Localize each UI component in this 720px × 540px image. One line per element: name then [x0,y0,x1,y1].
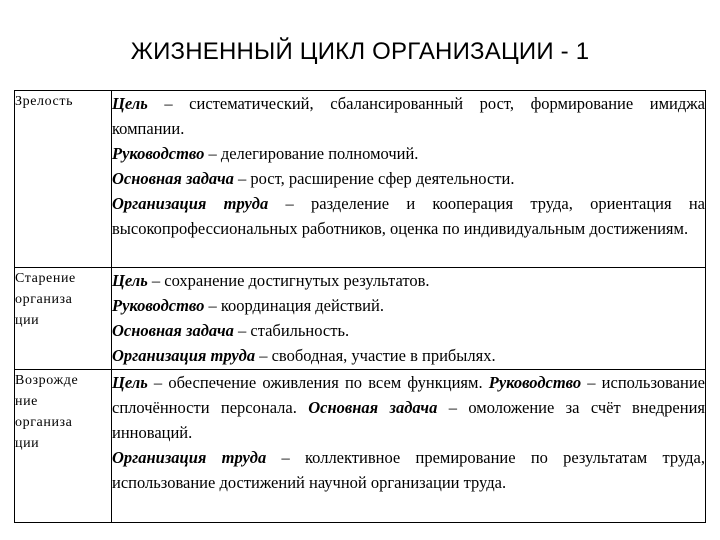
description-paragraph [112,191,705,241]
stage-cell [15,91,112,268]
description-cell [112,268,706,370]
stage-cell [15,268,112,370]
aspect-text: – стабильность. [233,321,350,340]
aspect-text: – сохранение достигнутых результатов. [147,271,430,290]
stage-name-line: Зрелость [15,94,74,109]
description-paragraph [112,166,705,191]
description-paragraph [112,141,705,166]
aspect-text: – разделение и кооперация труда, ориентация на высокопрофессиональных работников, оценка по индивидуальным достижениям. [112,194,705,238]
aspect-label: Организация труда [112,448,267,467]
aspect-text: – свободная, участие в прибылях. [255,346,496,365]
table-row [15,268,706,370]
aspect-label: Руководство [488,373,582,392]
aspect-label: Основная задача [112,169,234,188]
stage-name-line: Старение [15,271,76,286]
stage-cell [15,370,112,523]
aspect-text: – систематический, сбалансированный рост, формирование имиджа компании. [112,94,705,138]
aspect-text: – делегирование полномочий. [204,144,419,163]
aspect-label: Организация труда [112,194,269,213]
description-paragraph [112,268,705,293]
page-title: ЖИЗНЕННЫЙ ЦИКЛ ОРГАНИЗАЦИИ - 1 [130,38,590,65]
description-cell [112,370,706,523]
description-paragraph [112,445,705,495]
stage-name-line: организа [15,292,73,307]
aspect-label: Основная задача [308,398,438,417]
aspect-label: Руководство [112,296,205,315]
aspect-label: Основная задача [112,321,234,340]
aspect-label: Организация труда [112,346,256,365]
description-paragraph [112,343,705,368]
description-paragraph [112,91,705,141]
stage-name-line: ции [15,436,40,451]
aspect-label: Цель [112,373,148,392]
stage-name-line: ции [15,313,40,328]
aspect-text: – использование сплочённости персонала. [112,373,705,417]
description-cell [112,91,706,268]
description-paragraph [112,293,705,318]
description-paragraph [112,370,705,445]
aspect-text: – рост, расширение сфер деятельности. [233,169,515,188]
aspect-text: – омоложение за счёт внедрения инноваций. [112,398,706,442]
aspect-text: – обеспечение оживления по всем функциям. [147,373,489,392]
table-row [15,91,706,268]
description-paragraph [112,318,705,343]
stage-name-line: организа [15,415,73,430]
aspect-label: Цель [112,271,148,290]
aspect-text: – координация действий. [204,296,384,315]
lifecycle-table [14,90,706,523]
stage-name-line: ние [15,394,38,409]
aspect-label: Цель [112,94,148,113]
stage-name-line: Возрожде [15,373,79,388]
aspect-label: Руководство [112,144,205,163]
table-row [15,370,706,523]
aspect-text: – коллективное премирование по результатам труда, использование достижений научной организации труда. [112,448,705,492]
